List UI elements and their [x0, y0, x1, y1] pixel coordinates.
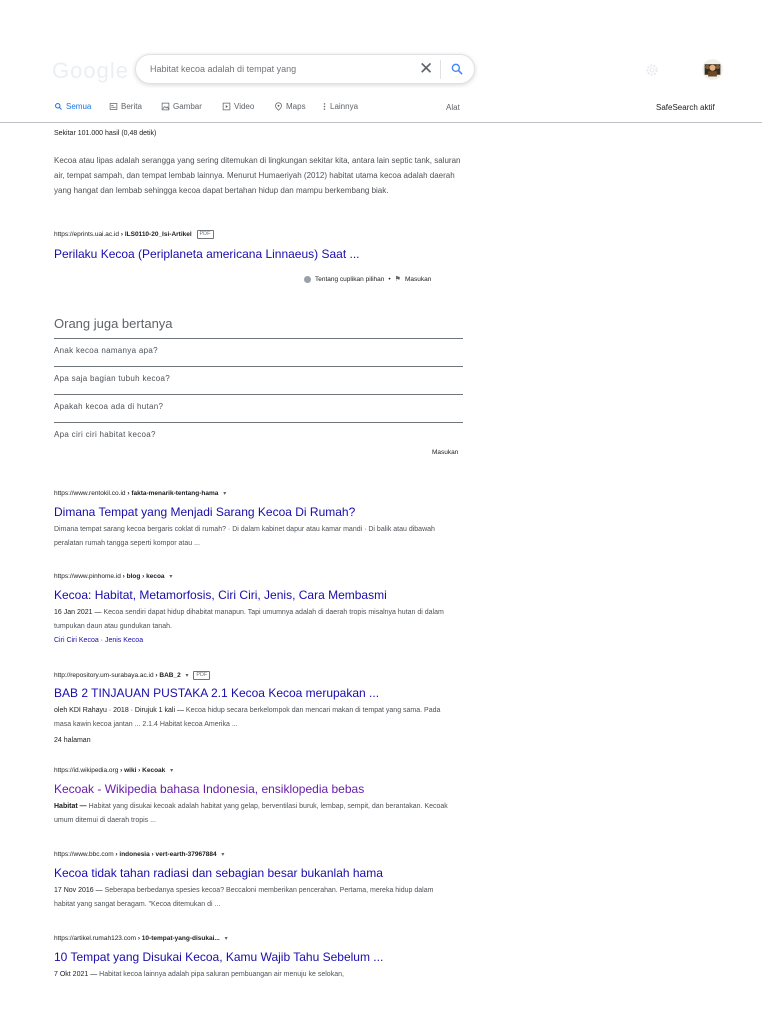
source-url: https://www.pinhome.id [54, 573, 121, 580]
divider [54, 366, 463, 367]
result-description [54, 800, 454, 828]
chevron-down-icon[interactable]: ▾ [185, 673, 189, 680]
tab-label: Semua [66, 102, 92, 111]
more-vert-icon [322, 102, 327, 111]
result-source[interactable] [54, 851, 224, 858]
tab-label: Berita [121, 102, 142, 111]
flag-icon[interactable]: ⚑ [394, 276, 401, 283]
chevron-down-icon[interactable]: ▾ [169, 574, 173, 580]
source-breadcrumb: › blog › kecoa [122, 573, 165, 580]
divider [54, 422, 463, 423]
result-source[interactable] [54, 935, 228, 942]
result-date: Habitat — [54, 803, 87, 810]
source-breadcrumb: › BAB_2 [155, 672, 181, 680]
chevron-down-icon[interactable]: ▾ [224, 936, 228, 942]
news-icon [109, 102, 118, 111]
source-breadcrumb: › wiki › Kecoak [120, 767, 166, 774]
tab-maps[interactable] [274, 102, 306, 111]
result-description [54, 704, 454, 732]
tab-semua[interactable] [54, 102, 91, 111]
paa-question[interactable]: Apa ciri ciri habitat kecoa? [54, 430, 156, 439]
result-snippet: Kecoa sendiri dapat hidup dihabitat manapun. Tapi umumnya adalah di daerah tropis misalnya hutan di dalam tumpukan daun atau gundukan tanah. [54, 609, 444, 630]
about-snippet-link[interactable]: Tentang cuplikan pilihan [315, 275, 385, 283]
tools-button[interactable]: Alat [446, 103, 460, 112]
source-url: https://eprints.uai.ac.id [54, 231, 120, 239]
result-description [54, 884, 454, 912]
result-page-count: 24 halaman [54, 737, 91, 744]
chevron-down-icon[interactable]: ▾ [223, 491, 227, 497]
source-breadcrumb: › ILS0110-20_Isi-Artikel [120, 231, 192, 239]
source-breadcrumb: › 10-tempat-yang-disukai... [137, 935, 220, 942]
paa-heading: Orang juga bertanya [54, 316, 173, 331]
paa-feedback-link[interactable]: Masukan [432, 449, 459, 456]
result-title-link[interactable]: Kecoa tidak tahan radiasi dan sebagian besar bukanlah hama [54, 866, 383, 880]
map-pin-icon [274, 102, 283, 111]
video-icon [222, 102, 231, 111]
divider [54, 338, 463, 339]
result-date: oleh KDI Rahayu · 2018 · Dirujuk 1 kali — [54, 707, 184, 714]
avatar[interactable] [702, 59, 723, 80]
source-breadcrumb: › fakta-menarik-tentang-hama [127, 490, 219, 497]
result-date: 16 Jan 2021 — [54, 609, 102, 616]
tab-label: Lainnya [330, 102, 359, 111]
tab-label: Video [234, 102, 255, 111]
result-snippet: Kecoa hidup secara berkelompok dan mencari makan di tempat yang sama. Pada masa kawin kecoa jantan ... 2.1.4 Habitat kecoa Amerika ... [54, 707, 441, 728]
result-stats: Sekitar 101.000 hasil (0,48 detik) [54, 130, 157, 137]
chevron-down-icon[interactable]: ▾ [221, 852, 225, 858]
source-url: https://artikel.rumah123.com [54, 935, 137, 942]
pdf-badge: PDF [193, 671, 210, 680]
result-title-link[interactable]: BAB 2 TINJAUAN PUSTAKA 2.1 Kecoa Kecoa merupakan ... [54, 686, 380, 700]
source-url: http://repository.um-surabaya.ac.id [54, 672, 154, 680]
result-sublinks[interactable]: Ciri Ciri Kecoa · Jenis Kecoa [54, 637, 144, 644]
tabs-divider [0, 122, 762, 123]
result-source[interactable] [54, 671, 210, 680]
result-snippet: Habitat kecoa lainnya adalah pipa saluran pembuangan air menuju ke selokan, [99, 971, 344, 978]
tab-lainnya[interactable] [322, 102, 358, 111]
search-icon[interactable] [450, 62, 464, 76]
result-description [54, 968, 454, 982]
paa-question[interactable]: Anak kecoa namanya apa? [54, 346, 158, 355]
google-logo[interactable]: Google [52, 58, 129, 83]
result-snippet: Seberapa berbedanya spesies kecoa? Beccaloni memberikan pencerahan. Pertama, mereka hidup dalam habitat yang sangat beragam. "Kecoa ditemukan di ... [54, 887, 434, 908]
result-snippet: Habitat yang disukai kecoak adalah habitat yang gelap, berventilasi buruk, lembap, sempit, dan berantakan. Kecoak umum ditemui di daerah tropis ... [54, 803, 448, 824]
result-title-link[interactable]: Kecoak - Wikipedia bahasa Indonesia, ensiklopedia bebas [54, 782, 365, 796]
clear-icon[interactable]: ✕ [419, 59, 434, 78]
gear-icon[interactable] [644, 62, 660, 78]
featured-title-link[interactable]: Perilaku Kecoa (Periplaneta americana Linnaeus) Saat ... [54, 247, 360, 261]
source-url: https://www.bbc.com [54, 851, 114, 858]
search-divider [440, 60, 441, 79]
source-url: https://www.rentokil.co.id [54, 490, 126, 497]
tab-berita[interactable] [109, 102, 142, 111]
chevron-down-icon[interactable]: ▾ [170, 768, 174, 774]
result-title-link[interactable]: 10 Tempat yang Disukai Kecoa, Kamu Wajib Tahu Sebelum ... [54, 950, 384, 964]
search-icon [54, 102, 63, 111]
tab-video[interactable] [222, 102, 254, 111]
result-title-link[interactable]: Dimana Tempat yang Menjadi Sarang Kecoa Di Rumah? [54, 505, 356, 519]
featured-snippet-text: Kecoa atau lipas adalah serangga yang sering ditemukan di lingkungan sekitar kita, antara lain septic tank, saluran air, tempat sampah, dan tempat lembab lainnya. Menurut Humaeriyah (2012) habitat utama kecoa adalah daerah yang hangat dan lembab sehingga kecoa dapat bertahan hidup dan mampu berkembang biak. [54, 156, 461, 196]
feedback-link[interactable]: Masukan [404, 275, 432, 283]
source-breadcrumb: › indonesia › vert-earth-37967884 [115, 851, 217, 858]
pdf-badge: PDF [197, 230, 214, 239]
result-date: 7 Okt 2021 — [54, 971, 98, 978]
snippet-feedback-row [304, 275, 431, 283]
source-url: https://id.wikipedia.org [54, 767, 119, 774]
image-icon [161, 102, 170, 111]
search-input[interactable] [150, 61, 400, 77]
tab-label: Gambar [173, 102, 202, 111]
result-source[interactable] [54, 767, 173, 774]
featured-source[interactable] [54, 230, 214, 239]
paa-question[interactable]: Apakah kecoa ada di hutan? [54, 402, 164, 411]
result-source[interactable] [54, 490, 226, 497]
result-description: Dimana tempat sarang kecoa bergaris coklat di rumah? · Di dalam kabinet dapur atau kamar mandi · Di balik atau dibawah peralatan rumah tangga seperti kompor atau ... [54, 526, 435, 547]
result-title-link[interactable]: Kecoa: Habitat, Metamorfosis, Ciri Ciri, Jenis, Cara Membasmi [54, 588, 387, 602]
info-icon[interactable] [304, 276, 311, 283]
search-box[interactable] [135, 54, 475, 84]
tab-gambar[interactable] [161, 102, 202, 111]
separator: • [388, 275, 391, 283]
result-date: 17 Nov 2016 — [54, 887, 103, 894]
result-source[interactable] [54, 573, 172, 580]
paa-question[interactable]: Apa saja bagian tubuh kecoa? [54, 374, 171, 383]
result-description [54, 606, 454, 634]
divider [54, 394, 463, 395]
tab-label: Maps [286, 102, 306, 111]
safesearch-status[interactable]: SafeSearch aktif [656, 103, 715, 112]
